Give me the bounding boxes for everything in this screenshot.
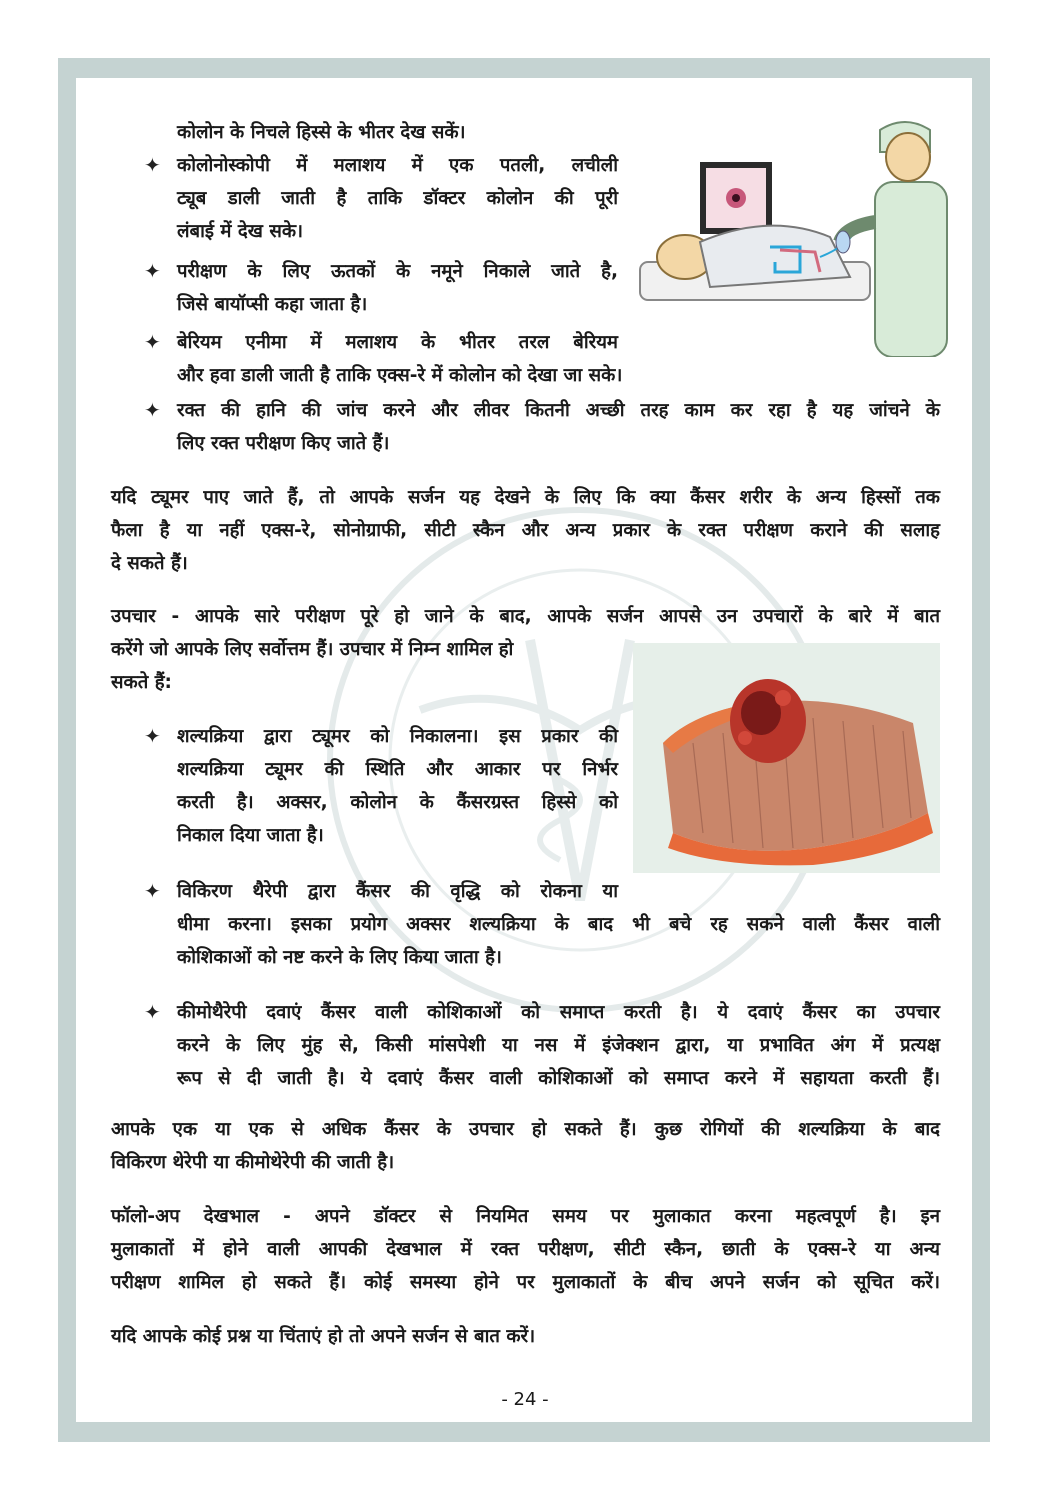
text-line: कोलोन के निचले हिस्से के भीतर देख सकें।	[177, 122, 466, 143]
paragraph-follow-up	[111, 1200, 940, 1233]
text-line: और हवा डाली जाती है ताकि एक्स-रे में कोलोन को देखा जा सके।	[177, 365, 623, 386]
text-line: लिए रक्त परीक्षण किए जाते हैं।	[177, 433, 390, 454]
paragraph-questions: यदि आपके कोई प्रश्न या चिंताएं हो तो अपने सर्जन से बात करें।	[111, 1326, 536, 1347]
paragraph-treatment	[111, 600, 940, 633]
bullet-surgery: शल्यक्रिया द्वारा ट्यूमर को निकालना। इस प्रकार की	[177, 726, 618, 747]
bullet-radiation: विकिरण थैरेपी द्वारा कैंसर की वृद्धि को रोकना या	[177, 881, 618, 902]
text-line: करती है। अक्सर, कोलोन के कैंसरग्रस्त हिस्से को	[177, 792, 618, 813]
bullet-icon: ✦	[144, 259, 161, 283]
text-line: करने के लिए मुंह से, किसी मांसपेशी या नस में इंजेक्शन द्वारा, या प्रभावित अंग में प्रत्यक्ष	[177, 1035, 940, 1056]
text-line: शल्यक्रिया ट्यूमर की स्थिति और आकार पर निर्भर	[177, 759, 618, 780]
text-line: कोशिकाओं को नष्ट करने के लिए किया जाता है।	[177, 947, 502, 968]
paragraph-multiple-treatments: आपके एक या एक से अधिक कैंसर के उपचार हो सकते हैं। कुछ रोगियों की शल्यक्रिया के बाद	[111, 1119, 940, 1140]
bullet-biopsy: परीक्षण के लिए ऊतकों के नमूने निकाले जाते है,	[177, 261, 618, 282]
text-line: रूप से दी जाती है। ये दवाएं कैंसर वाली कोशिकाओं को समाप्त करने में सहायता करती हैं।	[177, 1068, 940, 1089]
text-line: विकिरण थेरेपी या कीमोथेरेपी की जाती है।	[111, 1152, 395, 1173]
text-line: अपने डॉक्टर से नियमित समय पर मुलाकात करना महत्वपूर्ण है। इन	[290, 1206, 940, 1227]
bullet-chemotherapy: कीमोथैरेपी दवाएं कैंसर वाली कोशिकाओं को समाप्त करती है। ये दवाएं कैंसर का उपचार	[177, 1002, 940, 1023]
bullet-icon: ✦	[144, 724, 161, 748]
text-line: परीक्षण शामिल हो सकते हैं। कोई समस्या होने पर मुलाकातों के बीच अपने सर्जन को सूचित करें।	[111, 1272, 940, 1293]
bullet-barium-enema: बेरियम एनीमा में मलाशय के भीतर तरल बेरियम	[177, 332, 618, 353]
bullet-icon: ✦	[144, 879, 161, 903]
text-line: लंबाई में देख सके।	[177, 221, 304, 242]
text-line: ट्यूब डाली जाती है ताकि डॉक्टर कोलोन की पूरी	[177, 188, 618, 209]
colon-specimen-image	[633, 643, 940, 873]
text-line: फैला है या नहीं एक्स-रे, सोनोग्राफी, सीटी स्कैन और अन्य प्रकार के रक्त परीक्षण कराने की सलाह	[111, 520, 940, 541]
text-line: दे सकते हैं।	[111, 553, 188, 574]
bullet-icon: ✦	[144, 153, 161, 177]
bullet-colonoscopy: कोलोनोस्कोपी में मलाशय में एक पतली, लचीली	[177, 155, 618, 176]
bullet-blood-test: रक्त की हानि की जांच करने और लीवर कितनी अच्छी तरह काम कर रहा है यह जांचने के	[177, 400, 940, 421]
text-line: करेंगे जो आपके लिए सर्वोत्तम हैं। उपचार में निम्न शामिल हो	[111, 639, 514, 660]
page-number: - 24 -	[501, 1389, 549, 1410]
section-heading-treatment: उपचार -	[111, 606, 180, 627]
text-line: धीमा करना। इसका प्रयोग अक्सर शल्यक्रिया के बाद भी बचे रह सकने वाली कैंसर वाली	[177, 914, 940, 935]
paragraph-tumor: यदि ट्यूमर पाए जाते हैं, तो आपके सर्जन यह देखने के लिए कि क्या कैंसर शरीर के अन्य हिस्सों तक	[111, 487, 940, 508]
text-line: निकाल दिया जाता है।	[177, 825, 324, 846]
bullet-icon: ✦	[144, 330, 161, 354]
bullet-icon: ✦	[144, 1000, 161, 1024]
bullet-icon: ✦	[144, 398, 161, 422]
text-line: मुलाकातों में होने वाली आपकी देखभाल में रक्त परीक्षण, सीटी स्कैन, छाती के एक्स-रे या अन्य	[111, 1239, 940, 1260]
text-line: आपके सारे परीक्षण पूरे हो जाने के बाद, आपके सर्जन आपसे उन उपचारों के बारे में बात	[179, 606, 940, 627]
text-line: जिसे बायॉप्सी कहा जाता है।	[177, 294, 368, 315]
colonoscopy-illustration	[630, 112, 950, 357]
text-line: सकते हैं:	[111, 672, 172, 693]
section-heading-follow-up: फॉलो-अप देखभाल -	[111, 1206, 291, 1227]
